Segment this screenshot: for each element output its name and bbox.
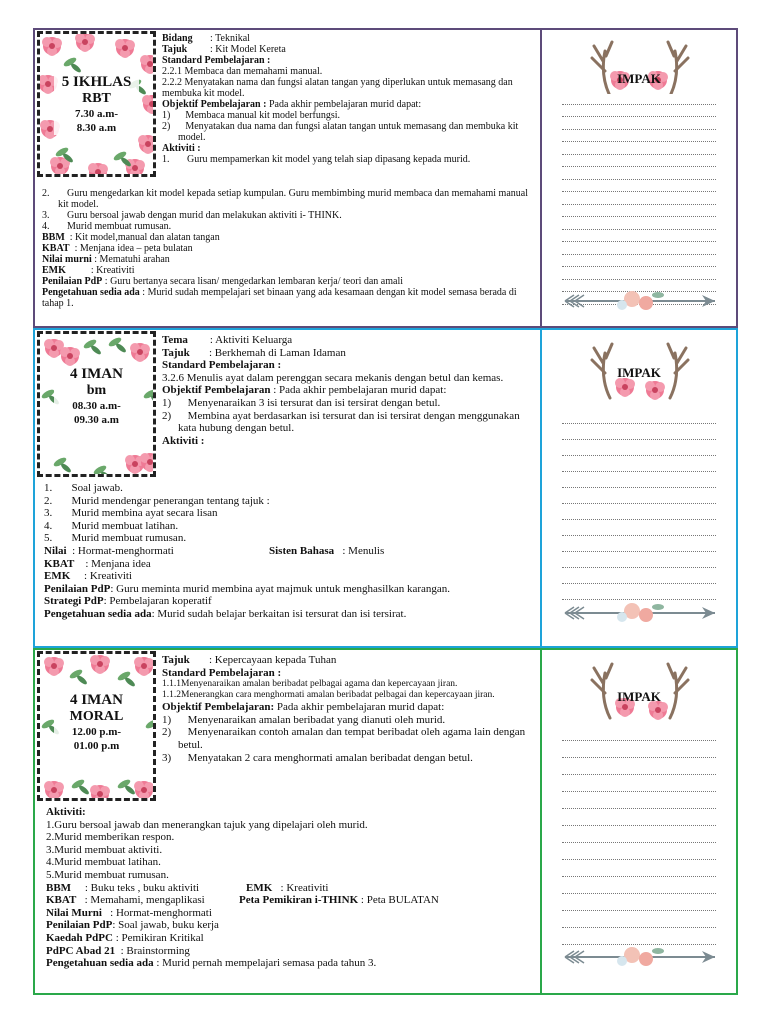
arrow-decoration [562, 286, 718, 316]
aktiviti-item: 2. Guru mengedarkan kit model kepada setiap kumpulan. Guru membimbing murid membaca dan memahami manual kit model. [42, 188, 528, 210]
peta-pemikiran-value: : Peta BULATAN [358, 894, 439, 907]
bbm-label: BBM [42, 232, 65, 243]
penilaian-value: : Guru bertanya secara lisan/ mengedarkan lembaran kerja/ teori dan amali [102, 276, 403, 287]
objektif-label: Objektif Pembelajaran [162, 384, 271, 397]
lesson-2-body [44, 482, 537, 621]
lesson-2-section [33, 328, 540, 648]
lesson-3-header [162, 654, 534, 764]
standard-pembelajaran-label: Standard Pembelajaran : [162, 55, 271, 66]
aktiviti-item: 3. Murid membina ayat secara lisan [44, 507, 218, 520]
class-name: 4 IMAN [70, 692, 123, 708]
nilai-value: : Hormat-menghormati [101, 906, 212, 919]
objektif-intro: : Pada akhir pembelajaran murid dapat: [270, 384, 447, 397]
penilaian-label: Penilaian PdP [46, 919, 113, 932]
objektif-item: 2) Menyenaraikan contoh amalan dan tempat beribadat oleh agama lain dengan betul. [162, 726, 526, 751]
aktiviti-item: 4. Murid membuat latihan. [44, 519, 179, 532]
class-name: 5 IKHLAS [61, 74, 132, 90]
tajuk-label: Tajuk [162, 654, 190, 666]
lesson-3-body [46, 806, 537, 970]
aktiviti-item: 1.Guru bersoal jawab dan menerangkan tajuk yang dipelajari oleh murid. [46, 818, 368, 831]
penilaian-label: Penilaian PdP [42, 276, 103, 287]
objektif-label: Objektif Pembelajaran : [162, 99, 267, 110]
arrow-decoration [562, 598, 718, 628]
bbm-value: : Kit model,manual dan alatan tangan [64, 232, 220, 243]
impak-lines[interactable] [562, 724, 716, 945]
emk-label: EMK [246, 881, 273, 894]
time-start: 12.00 p.m- [71, 726, 122, 738]
aktiviti-label: Aktiviti: [46, 806, 86, 818]
impak-title: IMPAK [617, 71, 661, 86]
nilai-label: Nilai Murni [46, 906, 102, 919]
objektif-item: 1) Menyenaraikan amalan beribadat yang dianuti oleh murid. [162, 713, 446, 726]
lesson-2-header [162, 334, 534, 447]
objektif-item: 1) Membaca manual kit model berfungsi. [162, 110, 341, 121]
aktiviti-item: 4.Murid membuat latihan. [46, 856, 161, 869]
impak-panel-3 [540, 648, 738, 995]
standard-item: 2.2.1 Membaca dan memahami manual. [162, 66, 323, 77]
class-name: 4 IMAN [70, 366, 123, 382]
impak-title: IMPAK [617, 365, 661, 380]
aktiviti-item: 1. Soal jawab. [44, 482, 123, 494]
tajuk-value: : Kepercayaan kepada Tuhan [189, 654, 337, 666]
aktiviti-item: 2. Murid mendengar penerangan tentang tajuk : [44, 494, 270, 507]
kbat-value: : Memahami, mengaplikasi [76, 894, 205, 907]
aktiviti-item: 5.Murid membuat rumusan. [46, 868, 169, 881]
class-card [37, 651, 156, 801]
time-start: 08.30 a.m- [72, 400, 121, 412]
sisten-bahasa-value: : Menulis [334, 544, 385, 557]
time-start: 7.30 a.m- [74, 108, 119, 120]
impak-lines[interactable] [562, 92, 716, 305]
aktiviti-item: 4. Murid membuat rumusan. [42, 221, 172, 232]
tajuk-label: Tajuk [162, 44, 188, 55]
aktiviti-item: 1. Guru mempamerkan kit model yang telah siap dipasang kepada murid. [162, 154, 471, 165]
class-card [37, 31, 156, 177]
objektif-item: 1) Menyenaraikan 3 isi tersurat dan isi tersirat dengan betul. [162, 396, 441, 409]
impak-lines[interactable] [562, 408, 716, 600]
emk-label: EMK [42, 265, 66, 276]
emk-value: : Kreativiti [272, 881, 329, 894]
lesson-3-section [33, 648, 540, 995]
arrow-decoration [562, 942, 718, 972]
time-end: 01.00 p.m [73, 740, 120, 752]
strategi-label: Strategi PdP [44, 595, 104, 608]
penilaian-value: : Guru meminta murid membina ayat majmuk untuk menghasilkan karangan. [110, 582, 451, 595]
lesson-1-header [162, 33, 534, 165]
bbm-value: : Buku teks , buku aktiviti [71, 881, 200, 894]
kbat-value: : Menjana idea [74, 557, 151, 570]
peta-pemikiran-label: Peta Pemikiran i-THINK [239, 894, 359, 907]
subject-name: bm [86, 383, 107, 398]
nilai-label: Nilai [44, 544, 67, 557]
objektif-item: 3) Menyatakan 2 cara menghormati amalan beribadat dengan betul. [162, 751, 473, 764]
tajuk-value: : Kit Model Kereta [210, 44, 286, 55]
lesson-1-section [33, 28, 540, 328]
pdpc-abad-value: : Brainstorming [115, 944, 190, 957]
aktiviti-item: 5. Murid membuat rumusan. [44, 532, 187, 545]
pengetahuan-label: Pengetahuan sedia ada [44, 607, 152, 620]
penilaian-value: : Soal jawab, buku kerja [112, 919, 219, 932]
objektif-item: 2) Membina ayat berdasarkan isi tersurat dan isi tersirat dengan menggunakan kata hubung dengan betul. [162, 409, 520, 435]
kbat-value: : Menjana idea – peta bulatan [69, 243, 193, 254]
standard-pembelajaran-label: Standard Pembelajaran : [162, 666, 282, 679]
penilaian-label: Penilaian PdP [44, 582, 111, 595]
objektif-intro: Pada akhir pembelajaran murid dapat: [268, 99, 422, 110]
pengetahuan-label: Pengetahuan sedia ada [46, 957, 154, 970]
pengetahuan-value: : Murid pernah mempelajari semasa pada tahun 3. [153, 957, 377, 970]
antler-decoration [580, 652, 700, 722]
subject-name: RBT [82, 91, 111, 106]
pengetahuan-value: : Murid sudah mempelajari set binaan yang ada kesamaan dengan kit model semasa berada di tahap 1. [42, 287, 517, 309]
objektif-item: 2) Menyatakan dua nama dan fungsi alatan tangan untuk memasang dan membuka kit model. [162, 121, 519, 143]
bidang-label: Bidang [162, 33, 193, 44]
standard-pembelajaran-label: Standard Pembelajaran : [162, 359, 282, 372]
sisten-bahasa-label: Sisten Bahasa [269, 544, 335, 557]
bidang-value: : Teknikal [210, 33, 250, 44]
impak-panel-2 [540, 328, 738, 648]
impak-panel-1 [540, 28, 738, 328]
impak-title: IMPAK [617, 689, 661, 704]
aktiviti-label: Aktiviti : [162, 434, 205, 447]
bbm-label: BBM [46, 881, 72, 894]
kbat-label: KBAT [46, 894, 77, 907]
pengetahuan-label: Pengetahuan sedia ada [42, 287, 140, 298]
nilai-value: : Hormat-menghormati [66, 544, 174, 557]
tema-label: Tema [162, 334, 188, 346]
kaedah-label: Kaedah PdPC [46, 931, 113, 944]
emk-value: : Kreativiti [65, 265, 135, 276]
time-end: 8.30 a.m [76, 122, 117, 134]
emk-value: : Kreativiti [70, 570, 132, 583]
pengetahuan-value: : Murid sudah belajar berkaitan isi tersurat dan isi tersirat. [151, 607, 407, 620]
strategi-value: : Pembelajaran koperatif [103, 595, 212, 608]
emk-label: EMK [44, 570, 71, 583]
subject-name: MORAL [69, 709, 124, 724]
aktiviti-item: 3.Murid membuat aktiviti. [46, 843, 163, 856]
aktiviti-item: 3. Guru bersoal jawab dengan murid dan melakukan aktiviti i- THINK. [42, 210, 342, 221]
tajuk-label: Tajuk [162, 346, 190, 359]
lesson-1-body [42, 188, 537, 309]
aktiviti-label: Aktiviti : [162, 143, 201, 154]
kaedah-value: : Pemikiran Kritikal [112, 931, 204, 944]
objektif-intro: Pada akhir pembelajaran murid dapat: [274, 701, 445, 714]
standard-item: 3.2.6 Menulis ayat dalam perenggan secara mekanis dengan betul dan kemas. [162, 371, 504, 384]
standard-item: 2.2.2 Menyatakan nama dan fungsi alatan tangan yang diperlukan untuk memasang dan membuka kit model. [162, 77, 513, 99]
pdpc-abad-label: PdPC Abad 21 [46, 944, 116, 957]
aktiviti-item: 2.Murid memberikan respon. [46, 831, 175, 844]
standard-item: 1.1.1Menyenaraikan amalan beribadat pelbagai agama dan kepercayaan jiran. [162, 679, 458, 690]
class-card [37, 331, 156, 477]
kbat-label: KBAT [44, 557, 75, 570]
nilai-label: Nilai murni [42, 254, 92, 265]
objektif-label: Objektif Pembelajaran: [162, 701, 275, 714]
kbat-label: KBAT [42, 243, 70, 254]
tajuk-value: : Berkhemah di Laman Idaman [189, 346, 346, 359]
nilai-value: : Mematuhi arahan [91, 254, 170, 265]
standard-item: 1.1.2Menerangkan cara menghormati amalan beribadat pelbagai dan kepercayaan jiran. [162, 690, 495, 701]
time-end: 09.30 a.m [74, 414, 119, 426]
tema-value: : Aktiviti Keluarga [187, 334, 293, 346]
